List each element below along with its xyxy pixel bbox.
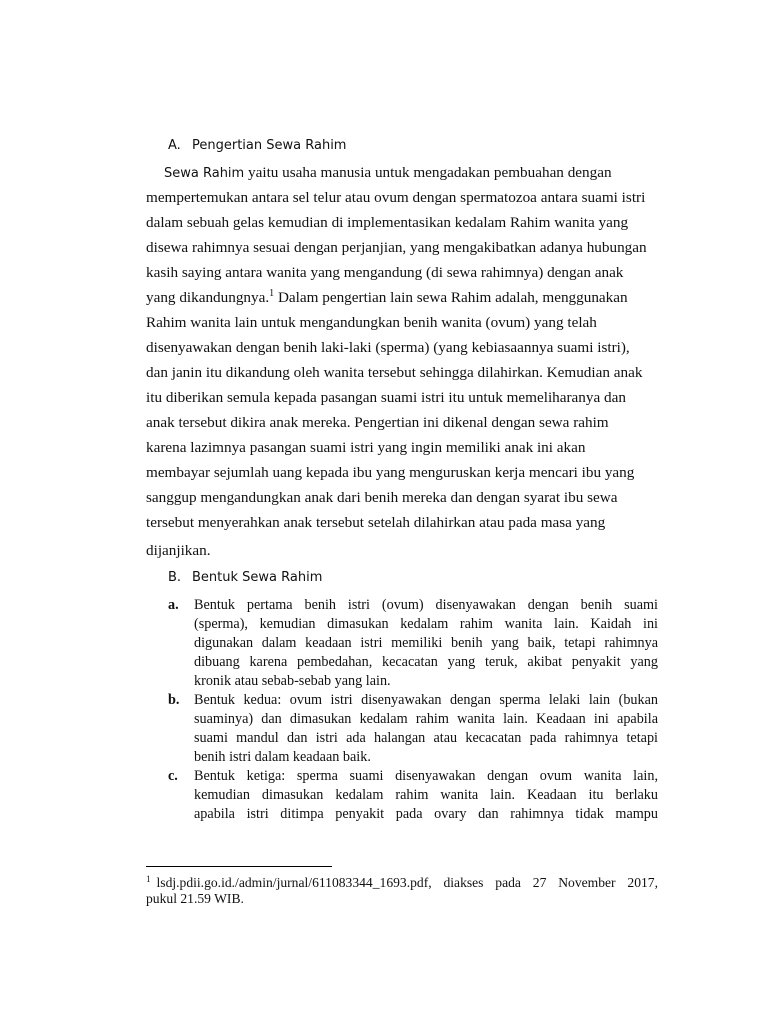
- paragraph-line: anak tersebut dikira anak mereka. Pengertian ini dikenal dengan sewa rahim: [146, 414, 609, 431]
- list-item-line: dibuang karena pembedahan, kecacatan yang teruk, akibat penyakit yang: [194, 654, 658, 670]
- section-b-letter: B.: [168, 570, 182, 585]
- list-item-line: Bentuk kedua: ovum istri disenyawakan dengan sperma lelaki lain (bukan: [194, 692, 658, 708]
- list-item-line: digunakan dalam keadaan istri memiliki benih yang baik, tetapi rahimnya: [194, 635, 658, 651]
- list-marker-c: c.: [168, 768, 178, 784]
- paragraph-line: dalam sebuah gelas kemudian di implementasikan kedalam Rahim wanita yang: [146, 214, 629, 231]
- paragraph-line: Rahim wanita lain untuk mengandungkan benih wanita (ovum) yang telah: [146, 314, 597, 331]
- section-a-heading: [168, 137, 668, 155]
- list-item-line: kronik atau sebab-sebab yang lain.: [194, 673, 391, 689]
- section-a-title: Pengertian Sewa Rahim: [192, 138, 347, 153]
- list-item-line: (sperma), kemudian dimasukan kedalam rahim wanita lain. Kaidah ini: [194, 616, 658, 632]
- list-item-line: suaminya) dan dimasukan kedalam rahim wanita lain. Keadaan ini apabila: [194, 711, 658, 727]
- footnote-number: 1: [146, 874, 151, 884]
- list-item-line: kemudian dimasukan kedalam rahim wanita lain. Keadaan itu berlaku: [194, 787, 658, 803]
- paragraph-line: itu diberikan semula kepada pasangan suami istri itu untuk memeliharanya dan: [146, 389, 626, 406]
- paragraph-line: membayar sejumlah uang kepada ibu yang menguruskan kerja mencari ibu yang: [146, 464, 635, 481]
- section-a-letter: A.: [168, 138, 181, 153]
- section-b-title: Bentuk Sewa Rahim: [192, 570, 323, 585]
- paragraph-line: dan janin itu dikandung oleh wanita tersebut sehingga dilahirkan. Kemudian anak: [146, 364, 643, 381]
- paragraph-line: disenyawakan dengan benih laki-laki (sperma) (yang kebiasaannya suami istri),: [146, 339, 630, 356]
- footnote-reference[interactable]: 1: [269, 288, 275, 299]
- paragraph-line: karena lazimnya pasangan suami istri yang ingin memiliki anak ini akan: [146, 439, 586, 456]
- footnote-line: pukul 21.59 WIB.: [146, 891, 244, 906]
- paragraph-line: disewa rahimnya sesuai dengan perjanjian, yang mengakibatkan adanya hubungan: [146, 239, 647, 256]
- list-item-line: apabila istri ditimpa penyakit pada ovary dan rahimnya tidak mampu: [194, 806, 658, 822]
- term-sewa-rahim: Sewa Rahim: [164, 166, 245, 181]
- paragraph-line: dijanjikan.: [146, 542, 211, 559]
- paragraph-line: kasih saying antara wanita yang mengandung (di sewa rahimnya) dengan anak: [146, 264, 624, 281]
- footnote-separator: [146, 866, 332, 867]
- list-marker-a: a.: [168, 597, 179, 613]
- footnote-line: $^1$ lsdj.pdii.go.id./admin/jurnal/611083344_1693.pdf, diakses pada 27 November 2017,: [146, 874, 658, 890]
- list-item-line: benih istri dalam keadaan baik.: [194, 749, 371, 765]
- paragraph-line: yang dikandungnya.$^1$ Dalam pengertian lain sewa Rahim adalah, menggunakan: [146, 288, 628, 306]
- list-item-line: Bentuk ketiga: sperma suami disenyawakan dengan ovum wanita lain,: [194, 768, 658, 784]
- list-item-line: Bentuk pertama benih istri (ovum) disenyawakan dengan benih suami: [194, 597, 658, 613]
- list-item-line: suami mandul dan istri ada halangan atau kecacatan pada rahimnya tetapi: [194, 730, 658, 746]
- paragraph-line: Sewa Rahim yaitu usaha manusia untuk mengadakan pembuahan dengan: [164, 164, 612, 181]
- paragraph-line: sanggup mengandungkan anak dari benih mereka dan dengan syarat ibu sewa: [146, 489, 618, 506]
- list-marker-b: b.: [168, 692, 180, 708]
- paragraph-line: mempertemukan antara sel telur atau ovum dengan spermatozoa antara suami istri: [146, 189, 646, 206]
- paragraph-line: tersebut menyerahkan anak tersebut setelah dilahirkan atau pada masa yang: [146, 514, 606, 531]
- section-b-heading: [168, 569, 668, 587]
